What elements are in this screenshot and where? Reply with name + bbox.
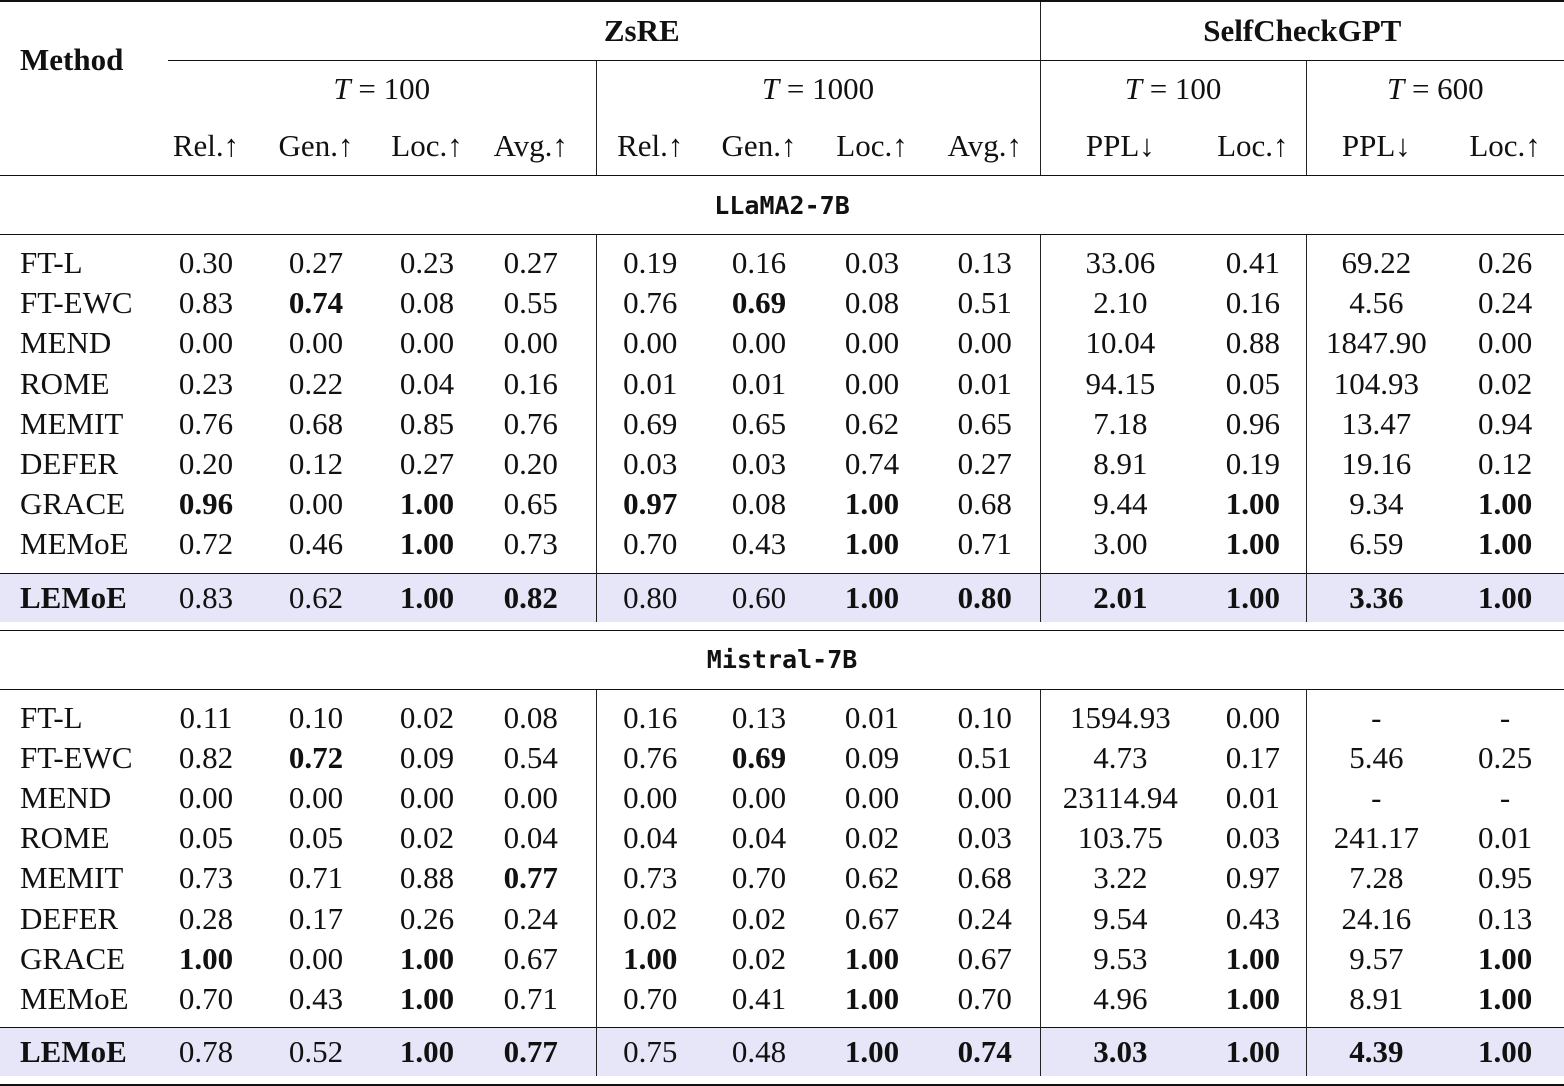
table-cell: -	[1306, 698, 1446, 738]
table-cell: 0.88	[399, 860, 455, 896]
table-cell: 0.30	[178, 245, 234, 281]
table-cell: 9.54	[1040, 898, 1200, 938]
table-cell: 0.70	[957, 980, 1012, 1016]
table-cell: 1.00	[1477, 486, 1533, 522]
table-cell: 1594.93	[1040, 698, 1200, 738]
table-cell: 0.68	[288, 405, 344, 441]
table-cell: 0.13	[731, 699, 787, 735]
table-cell: 0.19	[1225, 446, 1280, 482]
table-cell: 0.05	[1225, 365, 1280, 401]
table-cell: 0.00	[288, 940, 344, 976]
table-cell: 0.00	[288, 779, 344, 815]
model-name: LLaMA2-7B	[0, 176, 1564, 235]
table-cell: 0.26	[399, 900, 455, 936]
table-row	[0, 698, 1564, 738]
table-cell: 1.00	[388, 1028, 466, 1077]
table-cell: 4.73	[1040, 738, 1200, 778]
table-cell: 0.43	[1225, 900, 1280, 936]
table-cell: 0.27	[288, 245, 344, 281]
method-name: DEFER	[20, 900, 119, 936]
table-cell: 0.00	[957, 325, 1012, 361]
table-cell: 0.74	[288, 285, 344, 321]
table-cell: 0.24	[503, 900, 558, 936]
method-name: DEFER	[20, 446, 119, 482]
table-cell: 0.51	[957, 739, 1012, 775]
table-cell: 0.76	[503, 405, 558, 441]
table-row	[0, 898, 1564, 938]
table-cell: 0.13	[1477, 900, 1533, 936]
table-cell: 0.10	[288, 699, 344, 735]
table-cell: 241.17	[1306, 818, 1446, 858]
table-cell: 1.00	[399, 486, 455, 522]
table-cell: 0.00	[178, 779, 234, 815]
table-cell: 0.80	[596, 573, 704, 622]
table-cell: 0.19	[596, 243, 704, 283]
table-row	[0, 323, 1564, 363]
sc-t100-header: T = 100	[1040, 61, 1306, 118]
column-header: Rel.↑	[596, 117, 704, 176]
table-cell: 0.24	[1477, 285, 1533, 321]
table-cell: 3.36	[1306, 573, 1446, 622]
table-cell: 0.67	[844, 900, 900, 936]
table-cell: 0.00	[844, 779, 900, 815]
column-header: Loc.↑	[1446, 117, 1564, 176]
table-cell: 0.03	[844, 245, 900, 281]
table-row	[0, 524, 1564, 564]
method-header: Method	[0, 1, 168, 117]
table-cell: 2.01	[1040, 573, 1200, 622]
table-cell: 1.00	[1200, 573, 1306, 622]
table-cell: 0.27	[957, 446, 1012, 482]
table-cell: 0.01	[844, 699, 900, 735]
table-cell: 1.00	[1225, 486, 1280, 522]
table-cell: 0.51	[957, 285, 1012, 321]
table-cell: 0.02	[844, 820, 900, 856]
table-cell: 0.83	[178, 285, 234, 321]
zsre-t100-header: T = 100	[168, 61, 596, 118]
table-cell: 0.43	[731, 526, 787, 562]
table-cell: 0.00	[399, 325, 455, 361]
table-cell: 1.00	[1477, 940, 1533, 976]
table-cell: 0.80	[930, 573, 1040, 622]
table-row	[0, 243, 1564, 283]
table-cell: 0.65	[503, 486, 558, 522]
highlight-row	[0, 573, 1564, 622]
table-cell: 0.04	[596, 818, 704, 858]
table-cell: 0.94	[1477, 405, 1533, 441]
table-cell: 0.01	[731, 365, 787, 401]
table-cell: 0.16	[596, 698, 704, 738]
table-cell: 0.25	[1477, 739, 1533, 775]
table-cell: 0.00	[596, 778, 704, 818]
table-cell: 0.65	[731, 405, 787, 441]
table-row	[0, 404, 1564, 444]
table-cell: -	[1499, 779, 1511, 815]
table-cell: 1.00	[399, 526, 455, 562]
table-cell: 8.91	[1040, 444, 1200, 484]
table-cell: 0.55	[503, 285, 558, 321]
table-cell: 0.68	[957, 486, 1012, 522]
table-cell: 0.10	[957, 699, 1012, 735]
table-cell: 0.27	[503, 245, 558, 281]
table-cell: 6.59	[1306, 524, 1446, 564]
table-row	[0, 778, 1564, 818]
spacer-row	[0, 622, 1564, 631]
table-cell: 0.62	[244, 573, 388, 622]
table-cell: 0.67	[957, 940, 1012, 976]
table-cell: 69.22	[1306, 243, 1446, 283]
table-cell: 0.00	[503, 779, 558, 815]
table-cell: 1.00	[844, 486, 900, 522]
table-row	[0, 858, 1564, 898]
table-cell: 0.54	[503, 739, 558, 775]
table-cell: 1.00	[596, 939, 704, 979]
table-cell: 0.01	[957, 365, 1012, 401]
header-row-subgroups	[0, 61, 1564, 118]
table-cell: 0.12	[1477, 446, 1533, 482]
method-name: FT-L	[20, 245, 83, 281]
table-cell: 0.88	[1225, 325, 1280, 361]
table-cell: 0.97	[1225, 860, 1280, 896]
table-cell: 0.01	[596, 364, 704, 404]
table-cell: 0.22	[288, 365, 344, 401]
table-cell: 0.08	[399, 285, 455, 321]
table-cell: 0.02	[731, 940, 787, 976]
table-cell: 0.75	[596, 1028, 704, 1077]
table-cell: 1.00	[399, 980, 455, 1016]
table-cell: 104.93	[1306, 364, 1446, 404]
table-cell: 0.70	[178, 980, 234, 1016]
table-cell: 0.83	[168, 573, 244, 622]
table-cell: 0.70	[596, 524, 704, 564]
column-header: Loc.↑	[814, 117, 930, 176]
sc-t600-header: T = 600	[1306, 61, 1564, 118]
table-cell: 0.03	[957, 820, 1012, 856]
column-header: Loc.↑	[388, 117, 466, 176]
table-cell: 1.00	[1225, 526, 1280, 562]
table-cell: 0.03	[596, 444, 704, 484]
table-cell: 0.00	[596, 323, 704, 363]
table-cell: 0.00	[731, 325, 787, 361]
table-cell: 0.00	[288, 486, 344, 522]
method-name: ROME	[20, 365, 110, 401]
table-cell: 0.71	[288, 860, 344, 896]
table-cell: 0.16	[503, 365, 558, 401]
column-header: PPL↓	[1040, 117, 1200, 176]
spacer-row	[0, 1076, 1564, 1085]
table-cell: 1.00	[178, 940, 234, 976]
table-cell: 0.17	[1225, 739, 1280, 775]
method-name: MEMIT	[20, 405, 124, 441]
table-cell: 0.00	[1225, 699, 1280, 735]
table-row	[0, 979, 1564, 1019]
table-cell: 0.52	[244, 1028, 388, 1077]
table-cell: 0.20	[178, 446, 234, 482]
table-cell: 94.15	[1040, 364, 1200, 404]
table-cell: 9.53	[1040, 939, 1200, 979]
table-cell: 0.72	[288, 739, 344, 775]
table-cell: 0.00	[957, 779, 1012, 815]
table-cell: 1.00	[388, 573, 466, 622]
table-cell: 0.03	[1225, 820, 1280, 856]
table-cell: 0.20	[503, 446, 558, 482]
table-cell: 0.73	[503, 526, 558, 562]
table-cell: 1.00	[1446, 573, 1564, 622]
table-cell: 0.24	[957, 900, 1012, 936]
table-cell: 0.46	[288, 526, 344, 562]
selfcheckgpt-group-header: SelfCheckGPT	[1040, 1, 1564, 61]
table-cell: 0.04	[399, 365, 455, 401]
table-cell: 1.00	[814, 573, 930, 622]
table-cell: 0.00	[844, 365, 900, 401]
table-cell: -	[1306, 778, 1446, 818]
table-cell: 33.06	[1040, 243, 1200, 283]
table-cell: 0.04	[503, 820, 558, 856]
table-cell: 7.18	[1040, 404, 1200, 444]
model-section-header	[0, 630, 1564, 689]
table-cell: 0.28	[178, 900, 234, 936]
table-cell: 1.00	[399, 940, 455, 976]
method-name: LEMoE	[0, 1028, 168, 1077]
table-cell: 1.00	[1446, 1028, 1564, 1077]
table-cell: 4.96	[1040, 979, 1200, 1019]
table-row	[0, 818, 1564, 858]
table-cell: 0.74	[844, 446, 900, 482]
table-row	[0, 364, 1564, 404]
table-cell: 5.46	[1306, 738, 1446, 778]
table-cell: 1847.90	[1306, 323, 1446, 363]
table-cell: 1.00	[844, 526, 900, 562]
table-cell: 0.82	[466, 573, 596, 622]
table-row	[0, 283, 1564, 323]
table-cell: 8.91	[1306, 979, 1446, 1019]
table-cell: 0.00	[399, 779, 455, 815]
table-cell: 19.16	[1306, 444, 1446, 484]
table-cell: 0.65	[957, 405, 1012, 441]
table-cell: 0.16	[731, 245, 787, 281]
table-cell: -	[1499, 699, 1511, 735]
table-cell: 0.12	[288, 446, 344, 482]
method-name: MEND	[20, 779, 112, 815]
method-name: LEMoE	[0, 573, 168, 622]
table-cell: 0.69	[596, 404, 704, 444]
column-header: Gen.↑	[244, 117, 388, 176]
table-row	[0, 444, 1564, 484]
table-cell: 0.76	[596, 283, 704, 323]
table-cell: 0.11	[179, 699, 233, 735]
table-cell: 1.00	[844, 940, 900, 976]
table-row	[0, 939, 1564, 979]
table-cell: 2.10	[1040, 283, 1200, 323]
table-cell: 1.00	[1477, 980, 1533, 1016]
spacer-row	[0, 565, 1564, 574]
table-cell: 0.71	[957, 526, 1012, 562]
table-cell: 0.43	[288, 980, 344, 1016]
table-cell: 9.44	[1040, 484, 1200, 524]
table-cell: 0.23	[399, 245, 455, 281]
column-header: Avg.↑	[930, 117, 1040, 176]
table-cell: 0.77	[503, 860, 558, 896]
table-cell: 0.26	[1477, 245, 1533, 281]
table-cell: 1.00	[1225, 980, 1280, 1016]
table-cell: 0.97	[596, 484, 704, 524]
table-cell: 0.69	[731, 285, 787, 321]
table-cell: 4.56	[1306, 283, 1446, 323]
method-name: GRACE	[20, 486, 126, 522]
table-cell: 0.48	[704, 1028, 814, 1077]
table-cell: 0.00	[1477, 325, 1533, 361]
header-row-groups	[0, 1, 1564, 61]
table-cell: 0.70	[596, 979, 704, 1019]
table-cell: 0.72	[178, 526, 234, 562]
table-cell: 13.47	[1306, 404, 1446, 444]
table-cell: 0.08	[731, 486, 787, 522]
table-cell: 0.02	[596, 898, 704, 938]
model-section-header	[0, 176, 1564, 235]
table-cell: 0.04	[731, 820, 787, 856]
table-cell: 0.95	[1477, 860, 1533, 896]
column-header: Gen.↑	[704, 117, 814, 176]
table-cell: 3.03	[1040, 1028, 1200, 1077]
table-row	[0, 484, 1564, 524]
table-cell: 0.00	[178, 325, 234, 361]
spacer-row	[0, 689, 1564, 698]
table-cell: 0.73	[596, 858, 704, 898]
table-cell: 9.57	[1306, 939, 1446, 979]
table-cell: 0.96	[178, 486, 234, 522]
table-cell: 0.03	[731, 446, 787, 482]
table-cell: 3.00	[1040, 524, 1200, 564]
table-cell: 0.00	[731, 779, 787, 815]
table-cell: 0.02	[399, 699, 455, 735]
table-cell: 0.70	[731, 860, 787, 896]
table-cell: 9.34	[1306, 484, 1446, 524]
table-cell: 0.60	[704, 573, 814, 622]
table-cell: 0.68	[957, 860, 1012, 896]
method-name: MEMoE	[20, 526, 129, 562]
model-name: Mistral-7B	[0, 630, 1564, 689]
method-name: GRACE	[20, 940, 126, 976]
table-cell: 0.08	[503, 699, 558, 735]
method-name: ROME	[20, 820, 110, 856]
spacer-row	[0, 1019, 1564, 1028]
table-cell: 0.77	[466, 1028, 596, 1077]
table-cell: 0.78	[168, 1028, 244, 1077]
table-cell: 0.41	[1225, 245, 1280, 281]
table-cell: 0.02	[399, 820, 455, 856]
table-cell: 0.00	[288, 325, 344, 361]
table-cell: 0.17	[288, 900, 344, 936]
table-cell: 0.41	[731, 980, 787, 1016]
table-cell: 0.69	[731, 739, 787, 775]
table-cell: 3.22	[1040, 858, 1200, 898]
spacer-row	[0, 235, 1564, 244]
table-cell: 0.71	[503, 980, 558, 1016]
table-cell: 0.74	[930, 1028, 1040, 1077]
table-row	[0, 738, 1564, 778]
table-cell: 0.02	[1477, 365, 1533, 401]
table-cell: 0.01	[1225, 779, 1280, 815]
table-cell: 0.67	[503, 940, 558, 976]
table-cell: 0.73	[178, 860, 234, 896]
table-cell: 0.05	[178, 820, 234, 856]
column-header: Rel.↑	[168, 117, 244, 176]
table-cell: 0.27	[399, 446, 455, 482]
table-cell: 0.01	[1477, 820, 1533, 856]
table-cell: 0.08	[844, 285, 900, 321]
table-cell: 10.04	[1040, 323, 1200, 363]
method-name: MEND	[20, 325, 112, 361]
table-cell: 0.76	[596, 738, 704, 778]
table-cell: 1.00	[1477, 526, 1533, 562]
method-name: MEMoE	[20, 980, 129, 1016]
table-cell: 0.23	[178, 365, 234, 401]
table-cell: 1.00	[1200, 1028, 1306, 1077]
table-cell: 23114.94	[1040, 778, 1200, 818]
table-cell: 0.05	[288, 820, 344, 856]
method-name: FT-EWC	[20, 285, 133, 321]
zsre-group-header: ZsRE	[244, 1, 1040, 61]
table-cell: 0.09	[399, 739, 455, 775]
header-row-columns	[0, 117, 1564, 176]
table-cell: 1.00	[844, 980, 900, 1016]
table-cell: 24.16	[1306, 898, 1446, 938]
table-cell: 0.13	[957, 245, 1012, 281]
column-header: Loc.↑	[1200, 117, 1306, 176]
table-cell: 0.62	[844, 860, 900, 896]
table-cell: 103.75	[1040, 818, 1200, 858]
column-header: PPL↓	[1306, 117, 1446, 176]
column-header: Avg.↑	[466, 117, 596, 176]
table-cell: 0.02	[731, 900, 787, 936]
highlight-row	[0, 1028, 1564, 1077]
table-cell: 1.00	[1225, 940, 1280, 976]
method-name: FT-L	[20, 699, 83, 735]
method-name: MEMIT	[20, 860, 124, 896]
table-cell: 1.00	[814, 1028, 930, 1077]
table-cell: 0.16	[1225, 285, 1280, 321]
table-cell: 0.96	[1225, 405, 1280, 441]
method-name: FT-EWC	[20, 739, 133, 775]
table-cell: 4.39	[1306, 1028, 1446, 1077]
zsre-t1000-header: T = 1000	[596, 61, 1040, 118]
table-cell: 0.76	[178, 405, 234, 441]
table-cell: 0.85	[399, 405, 455, 441]
table-cell: 0.00	[503, 325, 558, 361]
table-cell: 0.09	[844, 739, 900, 775]
table-cell: 0.82	[178, 739, 234, 775]
table-cell: 7.28	[1306, 858, 1446, 898]
table-cell: 0.62	[844, 405, 900, 441]
table-cell: 0.00	[844, 325, 900, 361]
